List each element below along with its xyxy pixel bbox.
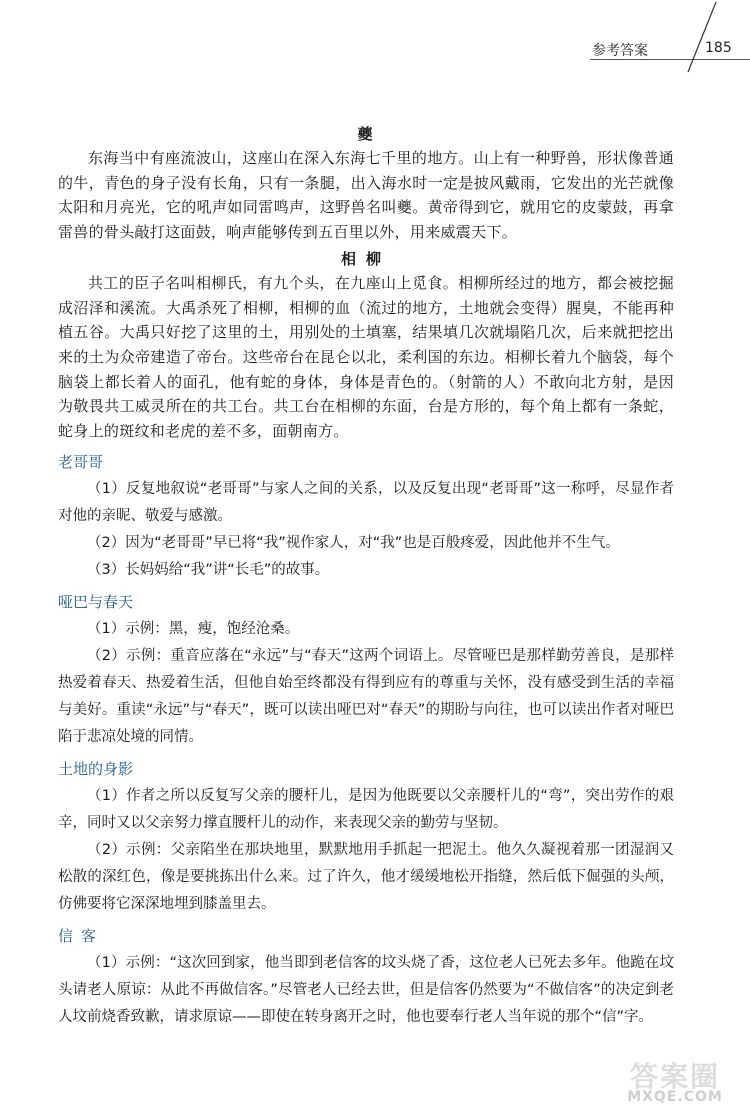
answer-item: （2）示例：父亲陷坐在那块地里，默默地用手抓起一把泥土。他久久凝视着那一团湿润又松散的深红色，像是要挑拣出什么来。过了许久，他才缓缓地松开指缝，然后低下倔强的头颅，仿佛要将它深深地埋到膝盖里去。 [58, 841, 674, 912]
section-title-xinke: 信客 [58, 926, 105, 945]
answer-content [58, 124, 674, 1031]
watermark-logo [605, 1055, 745, 1107]
answer-item: （2）因为“老哥哥”早已将“我”视作家人，对“我”也是百般疼爱，因此他并不生气。 [87, 534, 620, 551]
answer-item: （3）长妈妈给“我”讲“长毛”的故事。 [87, 561, 330, 578]
answer-item: （1）作者之所以反复写父亲的腰杆儿，是因为他既要以父亲腰杆儿的“弯”，突出劳作的艰辛，同时又以父亲努力撑直腰杆儿的动作，来表现父亲的勤劳与坚韧。 [58, 787, 674, 831]
header-label: 参考答案 [592, 43, 648, 59]
section-title-tudi: 土地的身影 [58, 759, 134, 778]
section-title-laogege: 老哥哥 [58, 452, 104, 471]
section-title-yaba: 哑巴与春天 [58, 592, 134, 611]
answer-item: （1）反复地叙说“老哥哥”与家人之间的关系，以及反复出现“老哥哥”这一称呼，尽显作者对他的亲昵、敬爱与感激。 [58, 480, 674, 524]
answer-item: （1）示例：黑，瘦，饱经沧桑。 [87, 620, 300, 637]
story-paragraph-xiangliu: 共工的臣子名叫相柳氏，有九个头，在九座山上觅食。相柳所经过的地方，都会被挖掘成沼泽和溪流。大禹杀死了相柳，相柳的血（流过的地方，土地就会变得）腥臭，不能再种植五谷。大禹只好挖了这里的土，用别处的土填塞，结果填几次就塌陷几次，后来就把挖出来的土为众帝建造了帝台。这些帝台在昆仑以北，柔利国的东边。相柳长着九个脑袋，每个脑袋上都长着人的面孔，他有蛇的身体，身体是青色的。（射箭的人）不敢向北方射，是因为敬畏共工威灵所在的共工台。共工台在相柳的东面，台是方形的，每个角上都有一条蛇，蛇身上的斑纹和老虎的差不多，面朝南方。 [58, 273, 674, 441]
page-number: 185 [705, 40, 732, 56]
watermark-url: MXQE.COM [627, 1089, 723, 1105]
header-rule [590, 59, 750, 60]
story-title-xiangliu: 相柳 [340, 249, 391, 268]
answer-item: （2）示例：重音应落在“永远”与“春天”这两个词语上。尽管哑巴是那样勤劳善良，是那样热爱着春天、热爱着生活，但他自始至终都没有得到应有的尊重与关怀，没有感受到生活的幸福与美好。重读“永远”与“春天”，既可以读出哑巴对“春天”的期盼与向往，也可以读出作者对哑巴陷于悲凉处境的同情。 [58, 647, 674, 745]
story-paragraph-kui: 东海当中有座流波山，这座山在深入东海七千里的地方。山上有一种野兽，形状像普通的牛，青色的身子没有长角，只有一条腿，出入海水时一定是披风戴雨，它发出的光芒就像太阳和月亮光，它的吼声如同雷鸣声，这野兽名叫夔。黄帝得到它，就用它的皮蒙鼓，再拿雷兽的骨头敲打这面鼓，响声能够传到五百里以外，用来威震天下。 [58, 149, 674, 242]
story-title-kui: 夔 [357, 125, 375, 143]
watermark-text: 答案圈 [629, 1060, 720, 1093]
page-header [0, 0, 750, 80]
answer-item: （1）示例：“这次回到家，他当即到老信客的坟头烧了香，这位老人已死去多年。他跪在坟头请老人原谅：从此不再做信客。”尽管老人已经去世，但是信客仍然要为“不做信客”的决定到老人坟前烧香致歉，请求原谅——即使在转身离开之时，他也要奉行老人当年说的那个“信”字。 [58, 954, 674, 1025]
